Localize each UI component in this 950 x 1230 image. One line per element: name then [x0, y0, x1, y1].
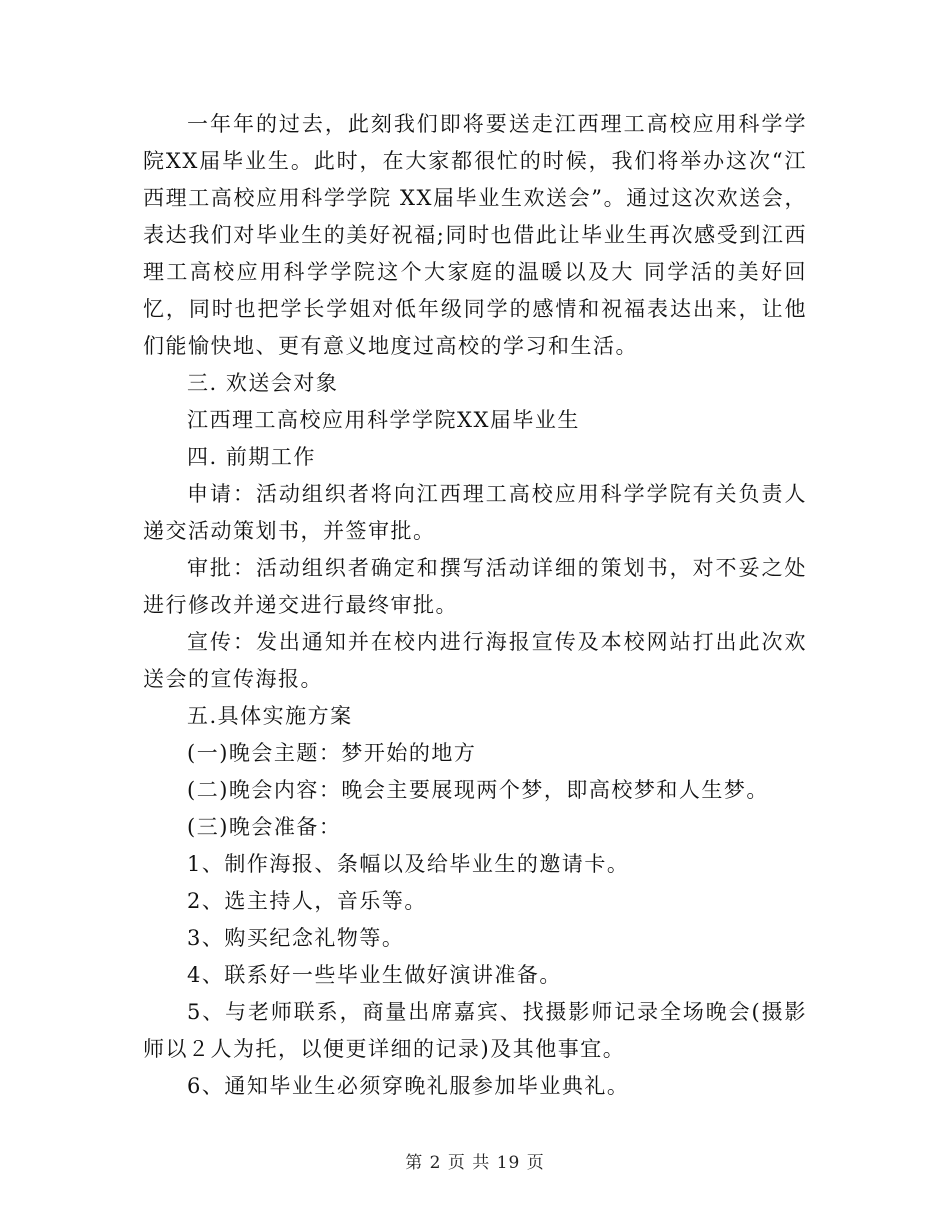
list-item: 4、联系好一些毕业生做好演讲准备。	[187, 963, 562, 987]
paragraph-theme: (一)晚会主题：梦开始的地方	[187, 741, 477, 765]
paragraph-content: (二)晚会内容：晚会主要展现两个梦，即高校梦和人生梦。	[187, 778, 769, 802]
section-heading-audience: 三. 欢送会对象	[187, 371, 339, 395]
paragraph-intro: 一年年的过去，此刻我们即将要送走江西理工高校应用科学学院XX届毕业生。此时，在大家都很忙的时候，我们将举办这次“江西理工高校应用科学学院 XX届毕业生欢送会”。通过这次欢送会，表达我们对毕业生的美好祝福;同时也借此让毕业生再次感受到江西理工高校应用科学学院这个大家庭的温暖以及大 同学活的美好回忆，同时也把学长学姐对低年级同学的感情和祝福表达出来，让他们能愉快地、更有意义地度过高校的学习和生活。	[143, 112, 807, 358]
paragraph-audience: 江西理工高校应用科学学院XX届毕业生	[187, 408, 580, 432]
list-item: 5、与老师联系，商量出席嘉宾、找摄影师记录全场晚会(摄影师以２人为托，以便更详细的记录)及其他事宜。	[143, 1000, 807, 1061]
list-item: 1、制作海报、条幅以及给毕业生的邀请卡。	[187, 852, 630, 876]
paragraph-application: 申请：活动组织者将向江西理工高校应用科学学院有关负责人递交活动策划书，并签审批。	[143, 482, 807, 543]
document-body	[143, 106, 807, 1105]
list-item: 2、选主持人，音乐等。	[187, 889, 427, 913]
paragraph-prep-heading: (三)晚会准备：	[187, 815, 342, 839]
paragraph-publicity: 宣传：发出通知并在校内进行海报宣传及本校网站打出此次欢送会的宣传海报。	[143, 630, 807, 691]
list-item: 6、通知毕业生必须穿晚礼服参加毕业典礼。	[187, 1074, 630, 1098]
section-heading-preparation: 四. 前期工作	[187, 445, 316, 469]
section-heading-plan: 五.具体实施方案	[187, 704, 353, 728]
list-item: 3、购买纪念礼物等。	[187, 926, 405, 950]
paragraph-approval: 审批：活动组织者确定和撰写活动详细的策划书，对不妥之处进行修改并递交进行最终审批。	[143, 556, 807, 617]
page-number-footer: 第 2 页 共 19 页	[405, 1153, 545, 1173]
